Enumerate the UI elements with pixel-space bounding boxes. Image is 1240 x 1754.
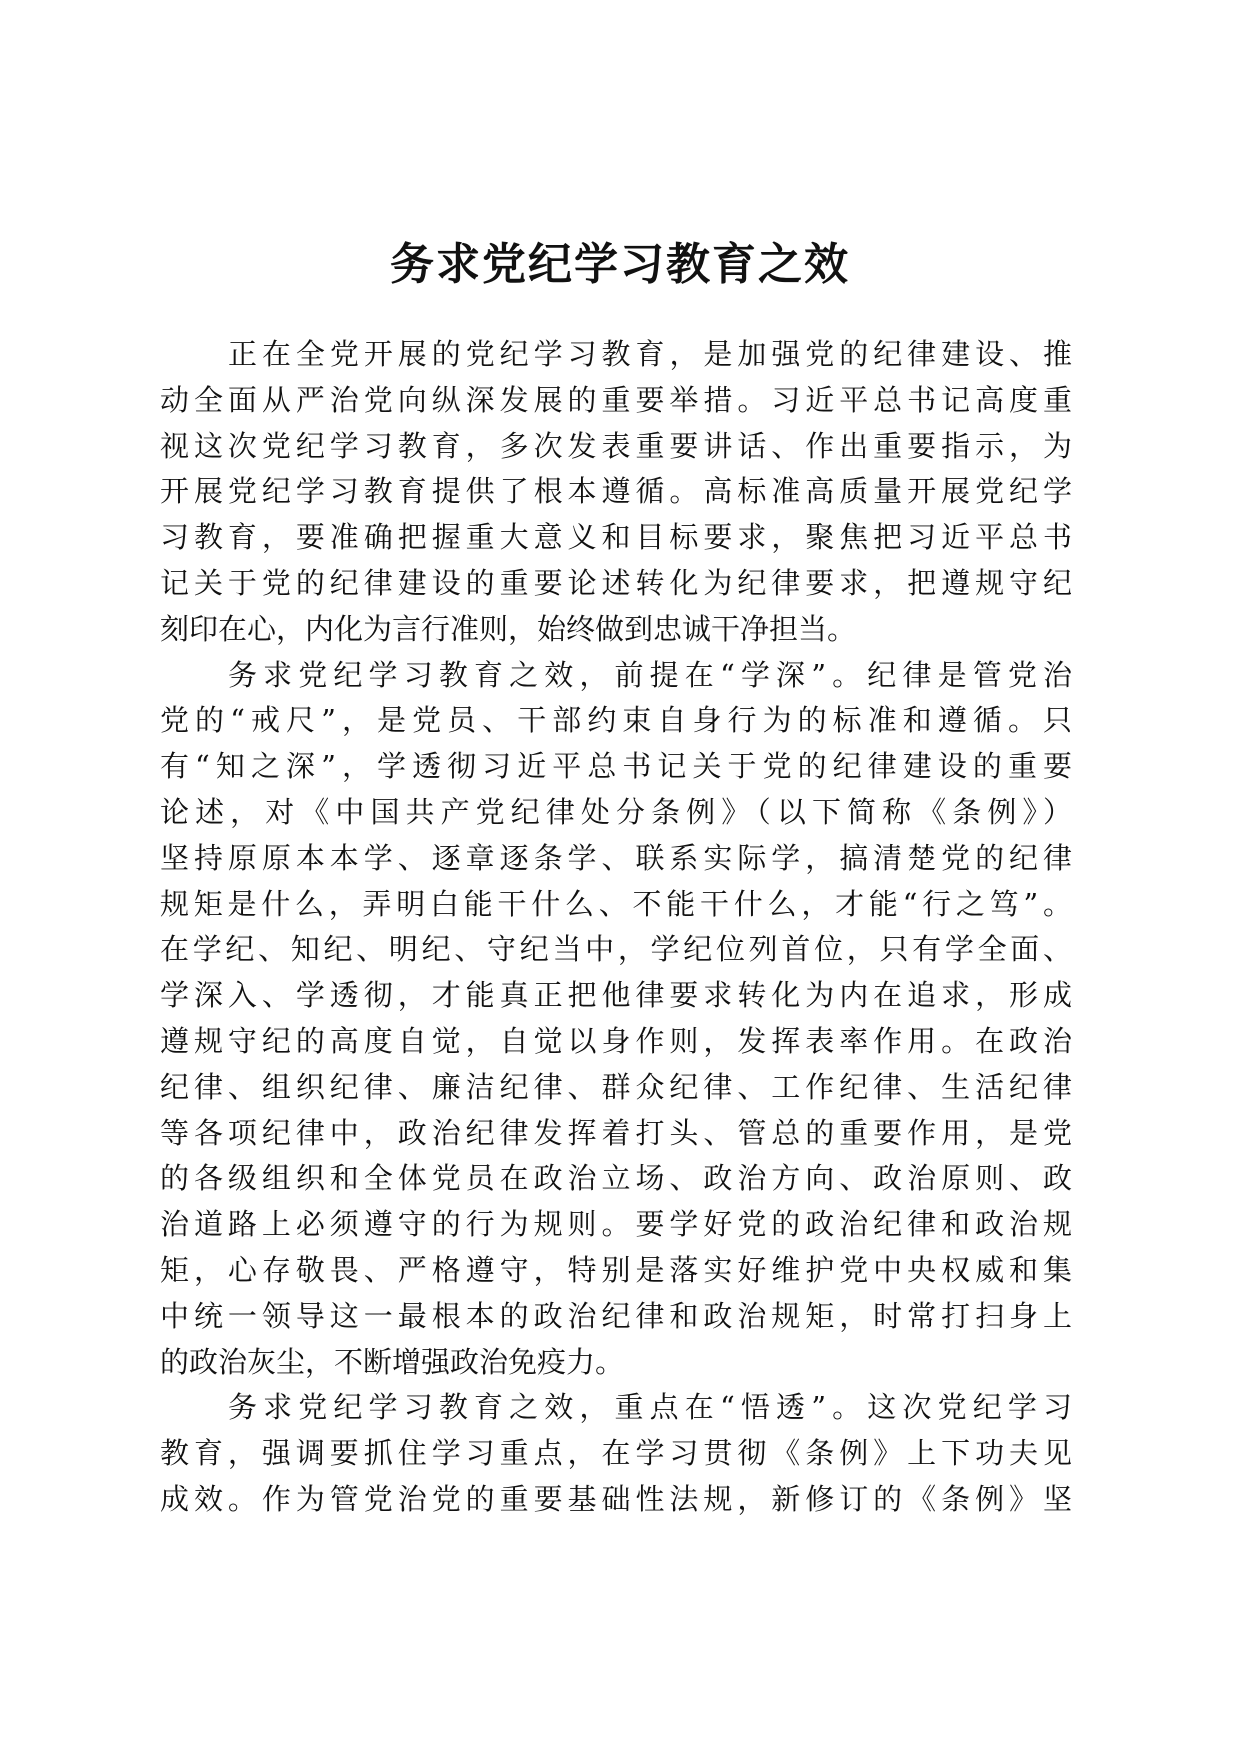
text-line: 务求党纪学习教育之效，前提在“学深”。纪律是管党治 <box>228 657 1072 692</box>
text-line: 论述，对《中国共产党纪律处分条例》（以下简称《条例》） <box>160 794 1072 829</box>
document-body <box>160 332 1072 1523</box>
text-line: 开展党纪学习教育提供了根本遵循。高标准高质量开展党纪学 <box>160 474 1072 509</box>
text-line: 务求党纪学习教育之效，重点在“悟透”。这次党纪学习 <box>228 1390 1072 1425</box>
document-title: 务求党纪学习教育之效 <box>390 239 850 290</box>
text-line: 矩，心存敬畏、严格遵守，特别是落实好维护党中央权威和集 <box>160 1252 1072 1287</box>
text-line: 有“知之深”，学透彻习近平总书记关于党的纪律建设的重要 <box>160 749 1072 784</box>
text-line: 正在全党开展的党纪学习教育，是加强党的纪律建设、推 <box>228 337 1072 371</box>
text-line: 治道路上必须遵守的行为规则。要学好党的政治纪律和政治规 <box>160 1207 1072 1242</box>
text-line: 纪律、组织纪律、廉洁纪律、群众纪律、工作纪律、生活纪律 <box>160 1069 1072 1104</box>
text-line: 教育，强调要抓住学习重点，在学习贯彻《条例》上下功夫见 <box>160 1436 1072 1471</box>
text-line: 的各级组织和全体党员在政治立场、政治方向、政治原则、政 <box>160 1161 1072 1196</box>
text-line: 学深入、学透彻，才能真正把他律要求转化为内在追求，形成 <box>160 978 1072 1013</box>
text-line: 刻印在心，内化为言行准则，始终做到忠诚干净担当。 <box>160 611 857 646</box>
text-line: 遵规守纪的高度自觉，自觉以身作则，发挥表率作用。在政治 <box>160 1023 1072 1058</box>
text-line: 在学纪、知纪、明纪、守纪当中，学纪位列首位，只有学全面、 <box>160 932 1072 967</box>
text-line: 习教育，要准确把握重大意义和目标要求，聚焦把习近平总书 <box>160 520 1072 555</box>
text-line: 成效。作为管党治党的重要基础性法规，新修订的《条例》坚 <box>160 1481 1072 1516</box>
text-line: 等各项纪律中，政治纪律发挥着打头、管总的重要作用，是党 <box>160 1115 1072 1150</box>
text-line: 视这次党纪学习教育，多次发表重要讲话、作出重要指示，为 <box>160 428 1072 463</box>
paragraph <box>160 653 1072 1386</box>
text-line: 动全面从严治党向纵深发展的重要举措。习近平总书记高度重 <box>160 382 1072 417</box>
text-line: 中统一领导这一最根本的政治纪律和政治规矩，时常打扫身上 <box>160 1298 1072 1333</box>
text-line: 规矩是什么，弄明白能干什么、不能干什么，才能“行之笃”。 <box>160 886 1072 921</box>
text-line: 党的“戒尺”，是党员、干部约束自身行为的标准和遵循。只 <box>160 703 1072 738</box>
paragraph <box>160 1385 1072 1522</box>
text-line: 的政治灰尘，不断增强政治免疫力。 <box>160 1344 625 1379</box>
text-line: 记关于党的纪律建设的重要论述转化为纪律要求，把遵规守纪 <box>160 565 1072 600</box>
paragraph <box>160 332 1072 653</box>
text-line: 坚持原原本本学、逐章逐条学、联系实际学，搞清楚党的纪律 <box>160 840 1072 875</box>
